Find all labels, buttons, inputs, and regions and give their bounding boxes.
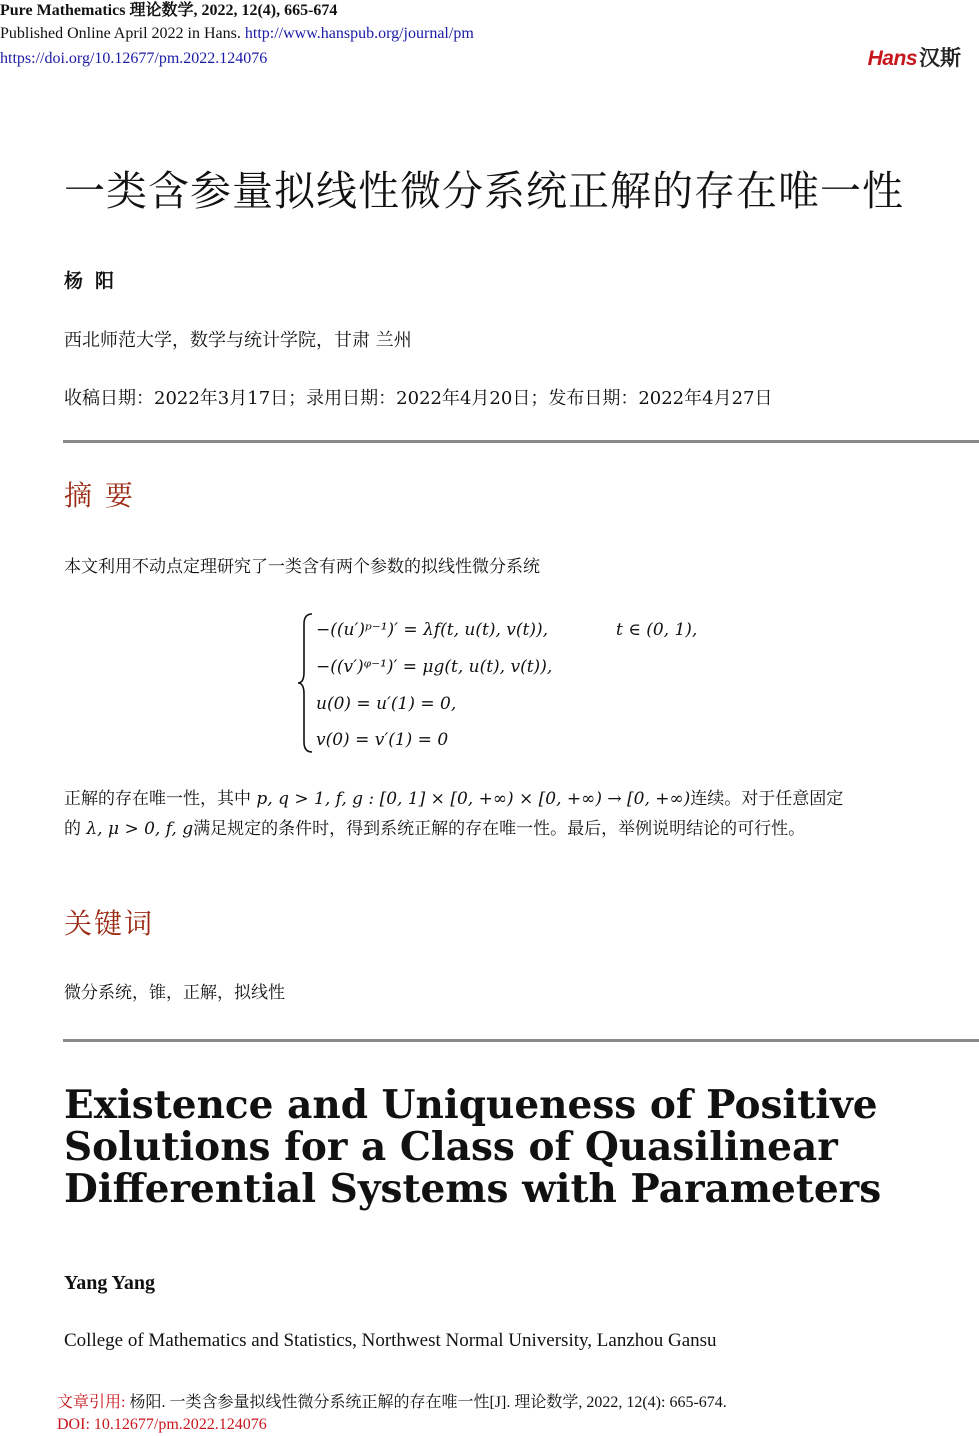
section-divider	[63, 1039, 979, 1042]
hans-logo	[868, 42, 961, 72]
section-divider	[63, 440, 979, 443]
title-en: Existence and Uniqueness of Positive Solutions for a Class of Quasilinear Differential Systems with Parameters	[64, 1082, 882, 1212]
doi-line	[0, 48, 267, 70]
title-cn: 一类含参量拟线性微分系统正解的存在唯一性	[64, 167, 904, 215]
abstract-intro: 本文利用不动点定理研究了一类含有两个参数的拟线性微分系统	[64, 557, 540, 577]
equation-line-1: −((u′)ᵖ⁻¹)′ = λf(t, u(t), v(t)),	[316, 620, 549, 640]
abstract-text: 满足规定的条件时，得到系统正解的存在唯一性。最后，举例说明结论的可行性。	[193, 819, 806, 839]
dates-cn: 收稿日期：2022年3月17日；录用日期：2022年4月20日；发布日期：2022年4月27日	[64, 388, 773, 409]
citation-doi: DOI: 10.12677/pm.2022.124076	[57, 1416, 267, 1433]
abstract-text: 正解的存在唯一性，其中	[64, 789, 251, 809]
keywords-text: 微分系统，锥，正解，拟线性	[64, 983, 285, 1003]
citation	[57, 1392, 727, 1436]
abstract-text: 的	[64, 819, 81, 839]
left-brace	[296, 612, 316, 754]
journal-link[interactable]: http://www.hanspub.org/journal/pm	[244, 25, 474, 42]
abstract-heading: 摘 要	[64, 479, 135, 512]
abstract-text: 连续。对于任意固定	[690, 789, 844, 809]
publication-line	[0, 23, 474, 45]
journal-info: Pure Mathematics 理论数学, 2022, 12(4), 665-674	[0, 2, 338, 19]
abstract-math: p, q > 1, f, g : [0, 1] × [0, +∞) × [0, +∞) → [0, +∞)	[256, 789, 691, 809]
equation-condition: t ∈ (0, 1),	[616, 620, 698, 640]
abstract-math: λ, μ > 0, f, g	[86, 819, 194, 839]
equation-line-4: v(0) = v′(1) = 0	[316, 730, 449, 750]
abstract-line-1	[64, 784, 843, 809]
author-cn: 杨阳	[64, 270, 127, 292]
equation-line-3: u(0) = u′(1) = 0,	[316, 694, 457, 714]
citation-text: 杨阳. 一类含参量拟线性微分系统正解的存在唯一性[J]. 理论数学, 2022, 12(4): 665-674.	[129, 1394, 727, 1411]
logo-text-cn: 汉斯	[919, 47, 961, 70]
published-text: Published Online April 2022 in Hans.	[0, 25, 241, 42]
abstract-line-2	[64, 814, 805, 839]
logo-text-en: Hans	[867, 47, 917, 70]
affiliation-cn: 西北师范大学，数学与统计学院，甘肃 兰州	[64, 330, 412, 351]
author-en: Yang Yang	[64, 1272, 155, 1294]
keywords-heading: 关键词	[64, 907, 155, 940]
affiliation-en: College of Mathematics and Statistics, Northwest Normal University, Lanzhou Gansu	[64, 1330, 717, 1351]
doi-link[interactable]: https://doi.org/10.12677/pm.2022.124076	[0, 50, 268, 67]
equation-line-2: −((v′)ᵠ⁻¹)′ = μg(t, u(t), v(t)),	[316, 657, 553, 677]
citation-label: 文章引用:	[57, 1394, 126, 1411]
equation-system	[296, 612, 726, 754]
